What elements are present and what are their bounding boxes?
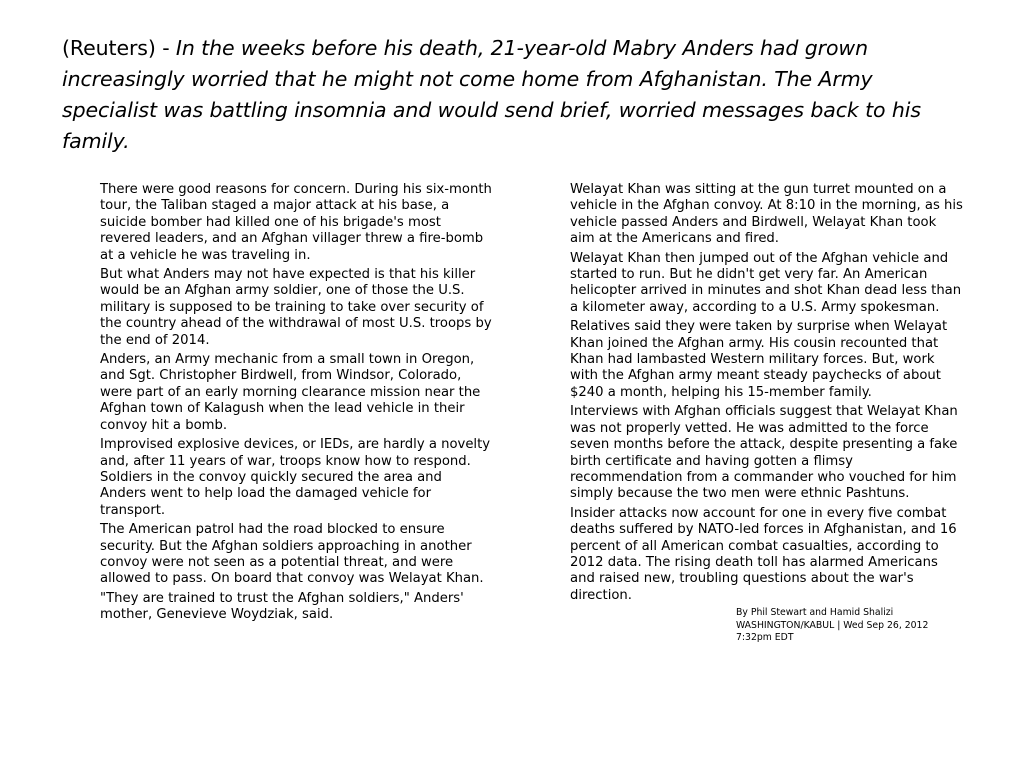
paragraph: Welayat Khan then jumped out of the Afghan vehicle and started to run. But he didn't get very far. An American helicopter arrived in minutes and shot Khan dead less than a kilometer away, according to a U.S. Army spokesman. (570, 250, 962, 315)
headline (62, 33, 962, 157)
byline (736, 607, 964, 645)
byline-authors: By Phil Stewart and Hamid Shalizi (736, 607, 894, 619)
paragraph: Welayat Khan was sitting at the gun turret mounted on a vehicle in the Afghan convoy. At 8:10 in the morning, as his vehicle passed Anders and Birdwell, Welayat Khan took aim at the Americans and fired. (570, 182, 963, 247)
paragraph: Relatives said they were taken by surprise when Welayat Khan joined the Afghan army. His cousin recounted that Khan had lambasted Western military forces. But, work with the Afghan army meant steady paychecks of about $240 a month, helping his 15-member family. (570, 319, 948, 400)
paragraph: Anders, an Army mechanic from a small town in Oregon, and Sgt. Christopher Birdwell, from Windsor, Colorado, were part of an early morning clearance mission near the Afghan town of Kalagush when the lead vehicle in their convoy hit a bomb. (100, 352, 481, 433)
paragraph: There were good reasons for concern. During his six-month tour, the Taliban staged a major attack at his base, a suicide bomber had killed one of his brigade's most revered leaders, and an Afghan villager threw a fire-bomb at a vehicle he was traveling in. (100, 182, 492, 263)
headline-prefix: (Reuters) - (62, 36, 176, 60)
paragraph: Interviews with Afghan officials suggest that Welayat Khan was not properly vetted. He was admitted to the force seven months before the attack, despite presenting a fake birth certificate and having gotten a flimsy recommendation from a commander who vouched for him simply because the two men were ethnic Pashtuns. (570, 404, 958, 502)
right-column (570, 182, 964, 645)
paragraph: "They are trained to trust the Afghan soldiers," Anders' mother, Genevieve Woydziak, said. (100, 590, 464, 623)
left-column (100, 182, 492, 627)
paragraph: The American patrol had the road blocked to ensure security. But the Afghan soldiers approaching in another convoy were not seen as a potential threat, and were allowed to pass. On board that convoy was Welayat Khan. (100, 522, 484, 587)
paragraph: Insider attacks now account for one in every five combat deaths suffered by NATO-led forces in Afghanistan, and 16 percent of all American combat casualties, according to 2012 data. The rising death toll has alarmed Americans and raised new, troubling questions about the war's direction. (570, 505, 957, 603)
paragraph: But what Anders may not have expected is that his killer would be an Afghan army soldier, one of those the U.S. military is supposed to be training to take over security of the country ahead of the withdrawal of most U.S. troops by the end of 2014. (100, 267, 492, 348)
headline-text: In the weeks before his death, 21-year-old Mabry Anders had grown increasingly worried that he might not come home from Afghanistan. The Army specialist was battling insomnia and would send brief, worried messages back to his family. (62, 36, 921, 153)
byline-dateline: WASHINGTON/KABUL | Wed Sep 26, 2012 7:32pm EDT (736, 619, 929, 644)
paragraph: Improvised explosive devices, or IEDs, are hardly a novelty and, after 11 years of war, troops know how to respond. Soldiers in the convoy quickly secured the area and Anders went to help load the damaged vehicle for transport. (100, 437, 491, 518)
